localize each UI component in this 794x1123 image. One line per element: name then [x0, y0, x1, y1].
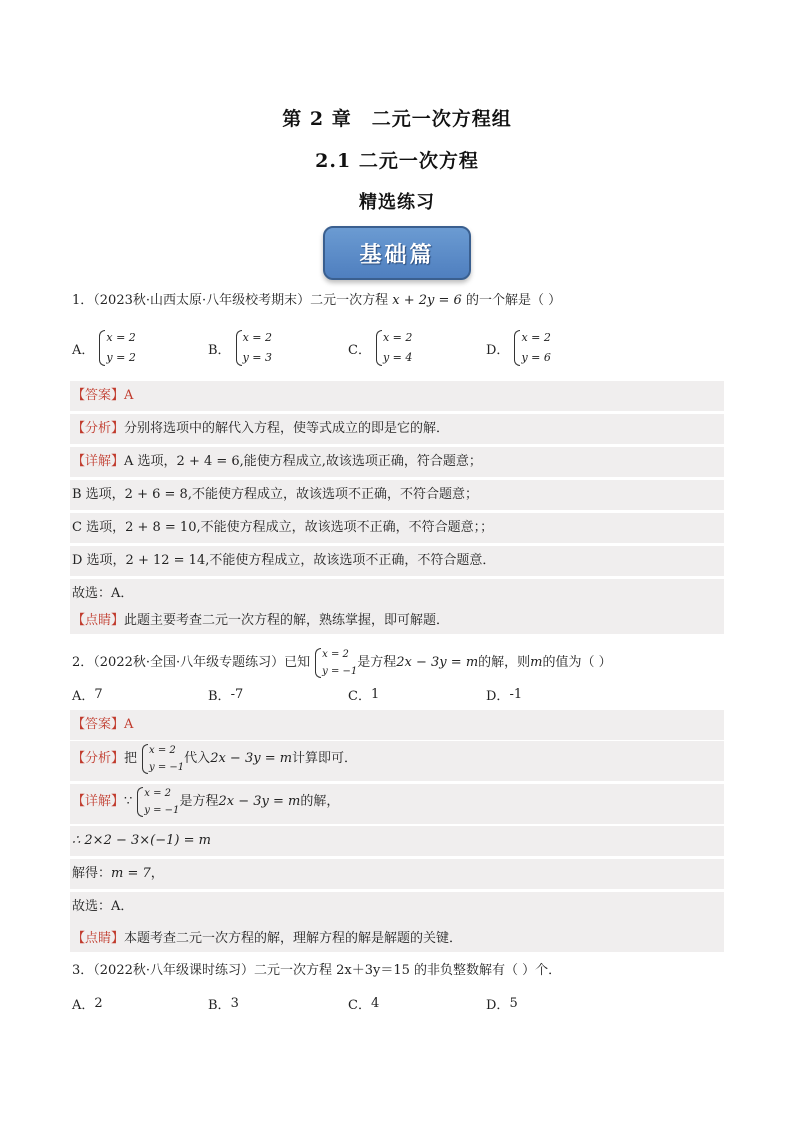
q1-option-d[interactable]: D． x = 2 y = 6	[486, 328, 551, 368]
level-badge: 基础篇	[323, 226, 471, 280]
q3-option-a[interactable]: A． 2	[72, 996, 103, 1013]
q1-choice: 故选：A．	[72, 586, 134, 601]
q2-choice: 故选：A．	[72, 899, 134, 914]
q1-analysis: 【分析】分别将选项中的解代入方程，使等式成立的即是它的解．	[72, 421, 450, 436]
q2-option-b[interactable]: B． -7	[208, 687, 244, 704]
q1-detail-a: 【详解】A 选项，2 + 4 = 6,能使方程成立,故该选项正确，符合题意；	[72, 454, 482, 469]
q1-equation: x + 2y = 6	[392, 293, 462, 308]
q1-option-a[interactable]: A． x = 2 y = 2	[72, 328, 136, 368]
q1-answer: 【答案】A	[72, 388, 134, 403]
chapter-title: 第 2 章 二元一次方程组	[282, 108, 512, 130]
q1-stem: 1．（2023秋·山西太原·八年级校考期末）二元一次方程 x + 2y = 6 的一个解是（ ）	[72, 293, 562, 308]
q3-option-d[interactable]: D． 5	[486, 996, 518, 1013]
q2-point: 【点睛】本题考查二元一次方程的解，理解方程的解是解题的关键．	[72, 931, 463, 946]
q1-detail-c: C 选项，2 + 8 = 10,不能使方程成立，故该选项不正确，不符合题意；；	[72, 520, 494, 535]
q3-option-c[interactable]: C． 4	[348, 996, 380, 1013]
q2-detail: 【详解】 ∵ x = 2 y = −1 是方程 2x − 3y = m 的解，	[72, 785, 339, 819]
q2-step2: 解得：m = 7，	[72, 866, 164, 881]
q1-option-c[interactable]: C． x = 2 y = 4	[348, 328, 412, 368]
q2-analysis: 【分析】 把 x = 2 y = −1 代入 2x − 3y = m 计算即可．	[72, 742, 357, 776]
q3-stem: 3．（2022秋·八年级课时练习）二元一次方程 2x＋3y＝15 的非负整数解有（ ）个．	[72, 963, 562, 978]
q1-option-b[interactable]: B． x = 2 y = 3	[208, 328, 272, 368]
q3-option-b[interactable]: B． 3	[208, 996, 239, 1013]
q2-option-a[interactable]: A． 7	[72, 687, 103, 704]
section-title: 2.1 二元一次方程	[315, 150, 479, 172]
q2-step1: ∴ 2×2 − 3×(−1) = m	[72, 833, 211, 848]
q1-detail-b: B 选项，2 + 6 = 8,不能使方程成立，故该选项不正确，不符合题意；	[72, 487, 478, 502]
q2-stem: 2．（2022秋·全国·八年级专题练习）已知 x = 2 y = −1 是方程 2x − 3y = m 的解，则 m 的值为（ ）	[72, 646, 612, 680]
q2-option-c[interactable]: C． 1	[348, 687, 380, 704]
q1-answer-bg	[70, 381, 724, 411]
q1-detail-d: D 选项，2 + 12 = 14,不能使方程成立，故该选项不正确，不符合题意．	[72, 553, 496, 568]
q2-system: x = 2 y = −1	[314, 646, 357, 680]
q2-answer: 【答案】A	[72, 717, 134, 732]
subtitle: 精选练习	[359, 192, 435, 213]
q2-option-d[interactable]: D． -1	[486, 687, 523, 704]
q1-point: 【点睛】此题主要考查二元一次方程的解，熟练掌握，即可解题．	[72, 613, 450, 628]
